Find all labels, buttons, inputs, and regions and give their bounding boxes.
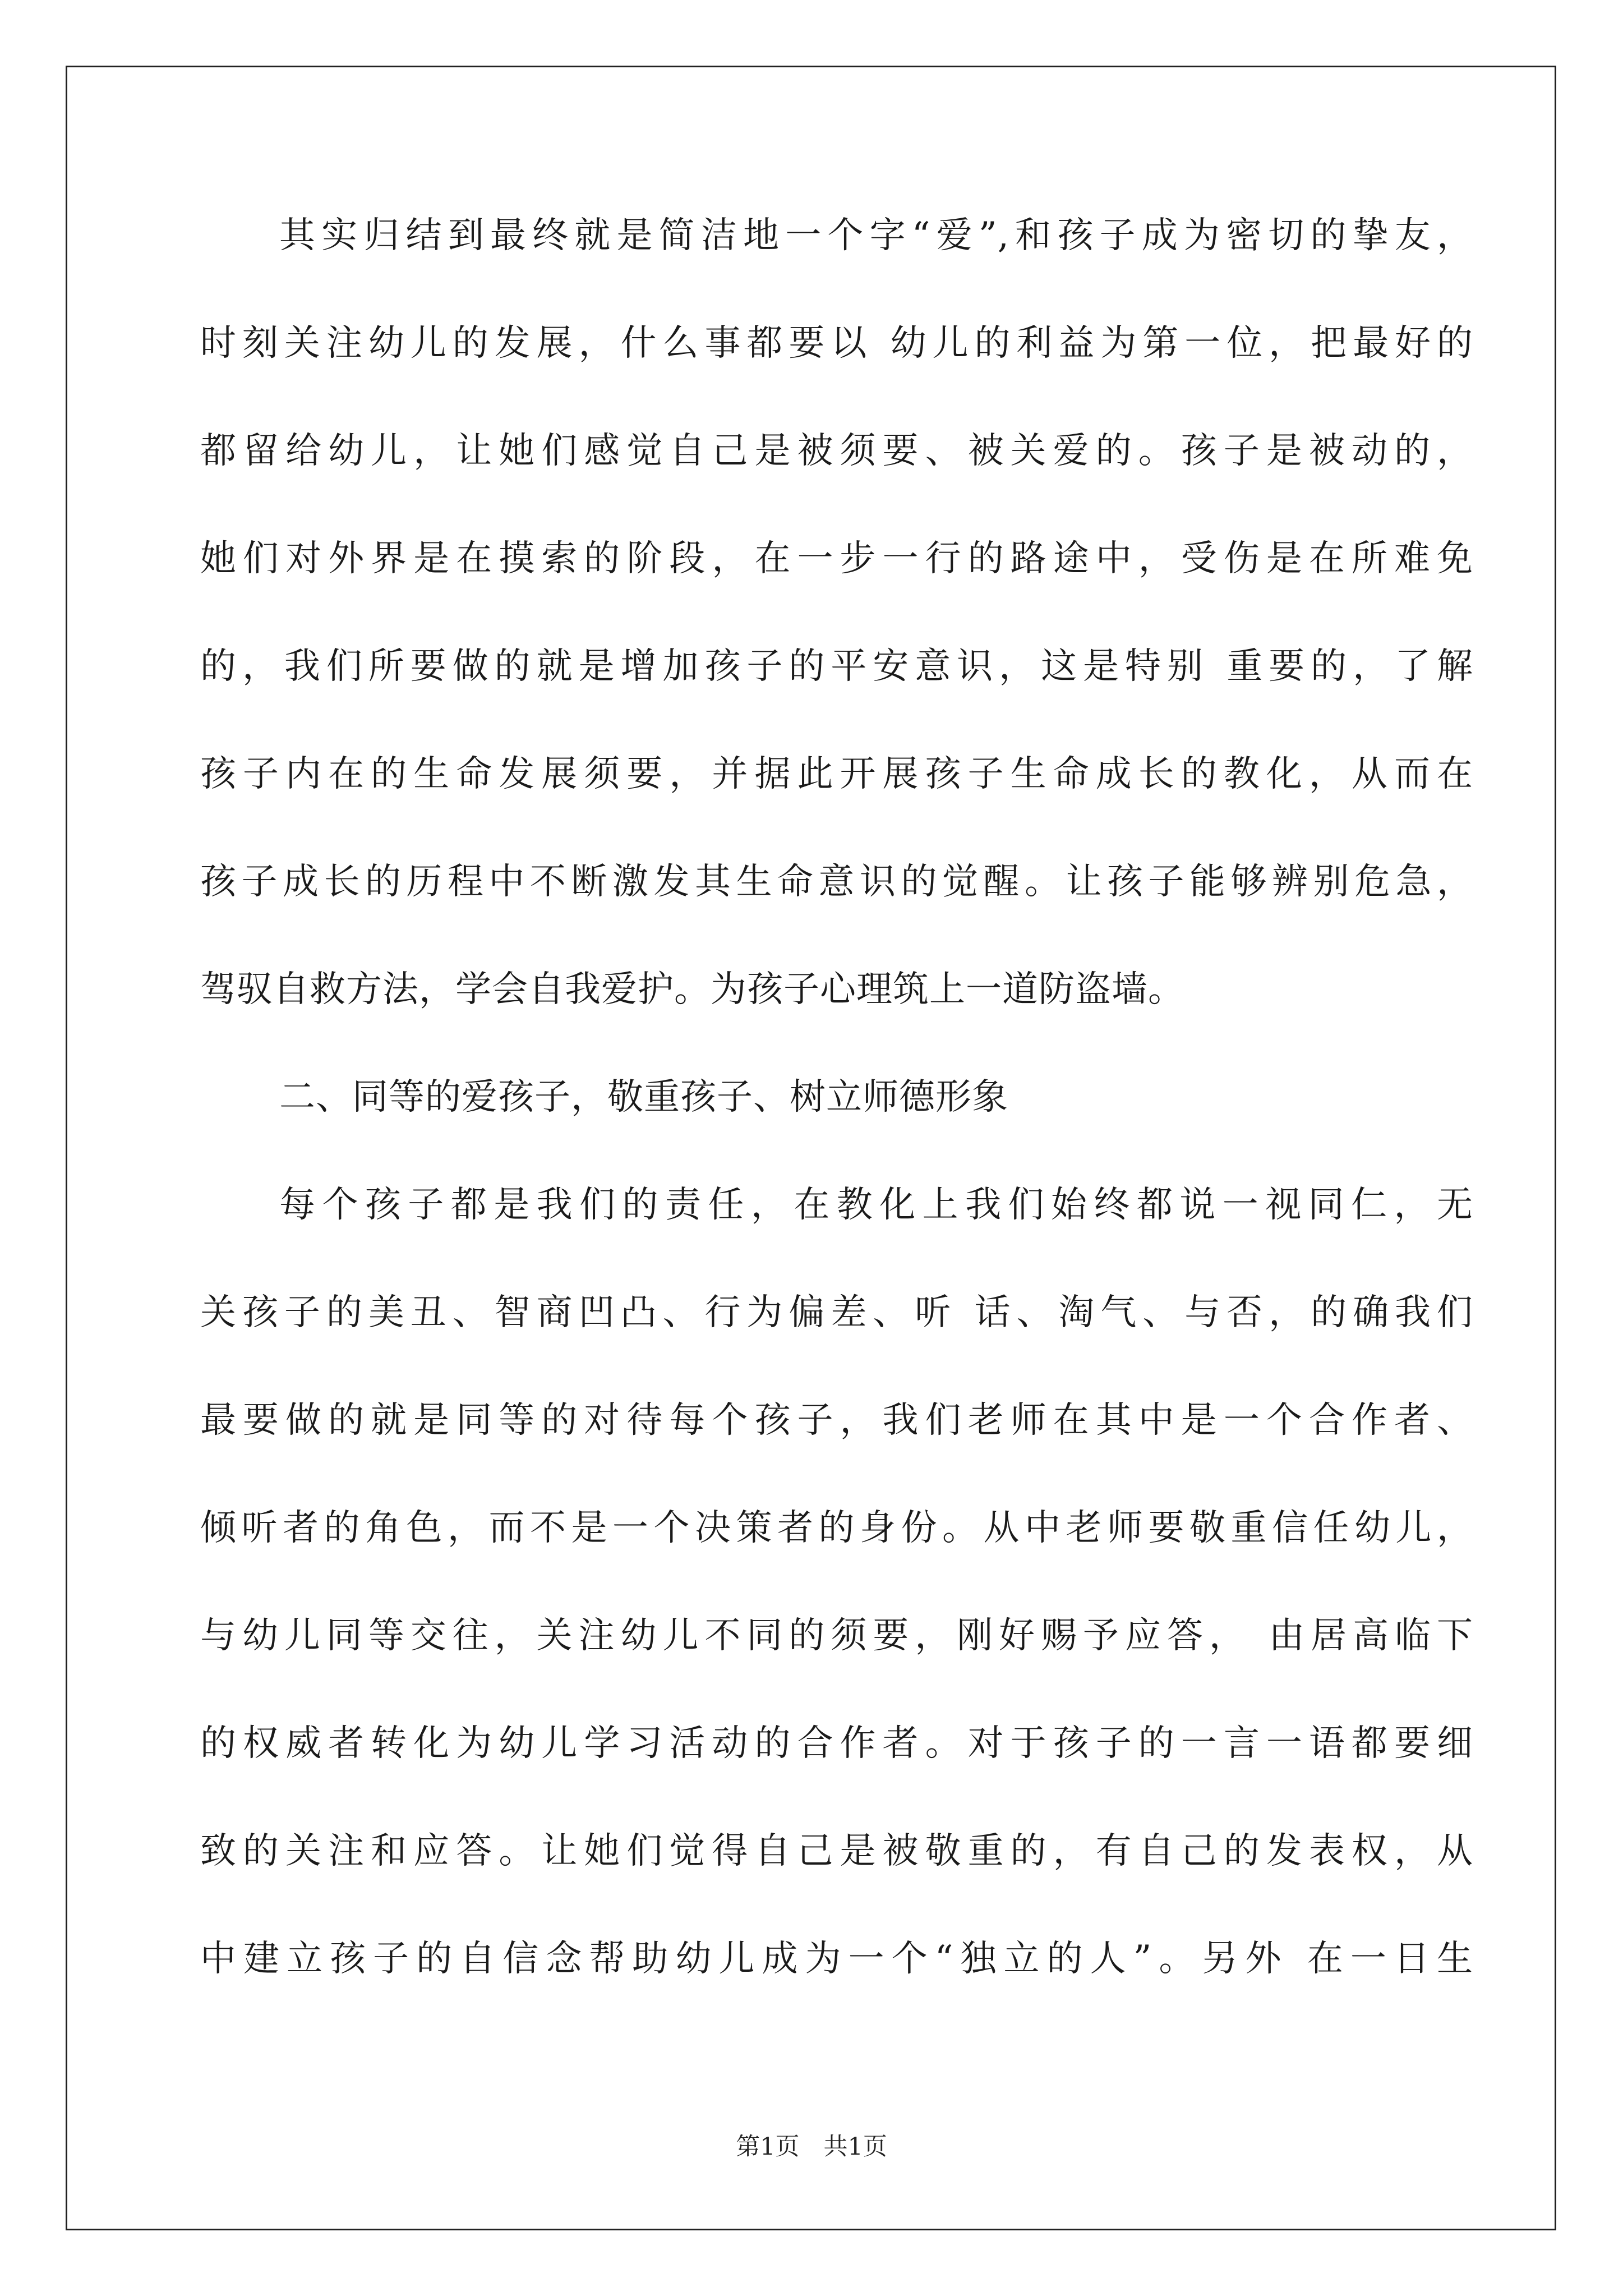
paragraph-line: 关孩子的美丑、智商凹凸、行为偏差、听 话、淘气、与否，的确我们	[200, 1292, 1473, 1333]
paragraph-line: 致的关注和应答。让她们觉得自己是被敬重的，有自己的发表权，从	[200, 1830, 1473, 1872]
paragraph-line: 的权威者转化为幼儿学习活动的合作者。对于孩子的一言一语都要细	[200, 1723, 1473, 1764]
paragraph-line: 其实归结到最终就是简洁地一个字“爱”,和孩子成为密切的挚友，	[279, 215, 1473, 256]
paragraph-line: 她们对外界是在摸索的阶段，在一步一行的路途中，受伤是在所难免	[200, 538, 1473, 579]
paragraph-line: 中建立孩子的自信念帮助幼儿成为一个“独立的人”。另外 在一日生	[200, 1938, 1473, 1980]
paragraph-line: 都留给幼儿，让她们感觉自己是被须要、被关爱的。孩子是被动的，	[200, 430, 1473, 472]
paragraph-line: 驾驭自救方法，学会自我爱护。为孩子心理筑上一道防盗墙。	[200, 969, 1184, 1010]
paragraph-line: 的，我们所要做的就是增加孩子的平安意识，这是特别 重要的，了解	[200, 646, 1473, 687]
page-number-footer: 第1页 共1页	[736, 2133, 887, 2161]
paragraph-line: 最要做的就是同等的对待每个孩子，我们老师在其中是一个合作者、	[200, 1400, 1473, 1441]
paragraph-line: 时刻关注幼儿的发展，什么事都要以 幼儿的利益为第一位，把最好的	[200, 323, 1473, 364]
page-border	[66, 66, 1556, 2230]
paragraph-line: 孩子成长的历程中不断激发其生命意识的觉醒。让孩子能够辨别危急，	[200, 861, 1473, 903]
paragraph-line: 与幼儿同等交往，关注幼儿不同的须要，刚好赐予应答， 由居高临下	[200, 1615, 1473, 1657]
section-heading: 二、同等的爱孩子，敬重孩子、树立师德形象	[279, 1076, 1008, 1118]
paragraph-line: 倾听者的角色，而不是一个决策者的身份。从中老师要敬重信任幼儿，	[200, 1507, 1473, 1549]
paragraph-line: 孩子内在的生命发展须要，并据此开展孩子生命成长的教化，从而在	[200, 753, 1473, 795]
paragraph-line: 每个孩子都是我们的责任，在教化上我们始终都说一视同仁，无	[279, 1184, 1473, 1226]
